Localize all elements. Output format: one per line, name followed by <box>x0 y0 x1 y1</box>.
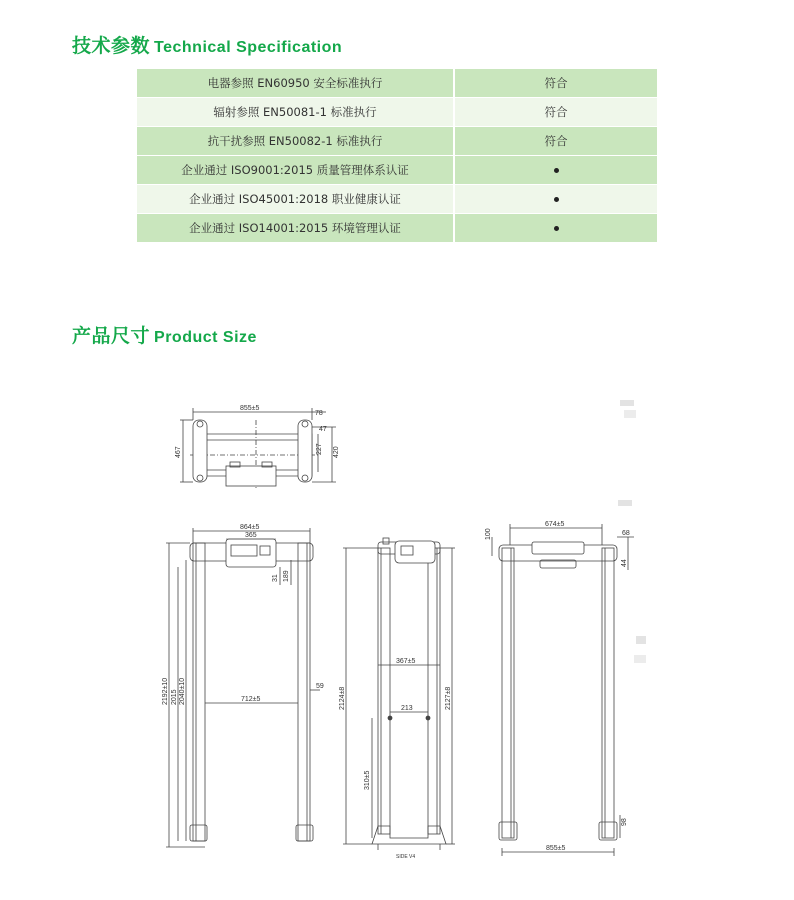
front-outer-width-label: 864±5 <box>240 524 260 531</box>
spec-item: 抗干扰参照 EN50082-1 标准执行 <box>137 127 454 156</box>
top-right-offset-label: 78 <box>315 410 323 417</box>
product-size-title-cn: 产品尺寸 <box>72 325 151 347</box>
back-top-width-label: 674±5 <box>545 521 565 528</box>
back-top-h1-label: 100 <box>485 528 492 540</box>
back-base-width-label: 855±5 <box>546 845 566 852</box>
top-view-drawing <box>180 408 336 490</box>
technical-spec-title-en: Technical Specification <box>154 39 343 56</box>
spec-value: 符合 <box>454 127 657 156</box>
spec-item: 辐射参照 EN50081-1 标准执行 <box>137 98 454 127</box>
spec-item: 企业通过 ISO9001:2015 质量管理体系认证 <box>137 156 454 185</box>
side-foot-depth-label: 213 <box>401 705 413 712</box>
front-inner-height2-label: 2040±10 <box>179 677 186 705</box>
side-foot-height-label: 310±5 <box>364 770 371 790</box>
front-post-width-label: 59 <box>316 683 324 690</box>
side-depth-label: 367±5 <box>396 658 416 665</box>
spec-value: 符合 <box>454 98 657 127</box>
front-panel-width-label: 365 <box>245 532 257 539</box>
front-inner-width-label: 712±5 <box>241 696 261 703</box>
side-height-left-label: 2124±8 <box>339 686 346 710</box>
side-caption: SIDE V4 <box>396 854 416 860</box>
spec-value: 符合 <box>454 69 657 98</box>
top-depth-left-label: 467 <box>175 446 182 458</box>
front-total-height-label: 2192±10 <box>162 677 169 705</box>
side-view-drawing <box>343 538 455 850</box>
spec-item: 电器参照 EN60950 安全标准执行 <box>137 69 454 98</box>
top-depth-c-label: 420 <box>333 446 340 458</box>
front-panel-h1-label: 31 <box>272 574 279 582</box>
front-view-drawing <box>166 528 320 847</box>
spec-item: 企业通过 ISO45001:2018 职业健康认证 <box>137 185 454 214</box>
back-top-h3-label: 44 <box>621 559 628 567</box>
technical-spec-title-cn: 技术参数 <box>72 35 151 57</box>
back-foot-height-label: 98 <box>621 818 628 826</box>
top-depth-a-label: 47 <box>319 426 327 433</box>
front-panel-h2-label: 189 <box>283 570 290 582</box>
top-depth-b-label: 227 <box>316 443 323 455</box>
spec-item: 企业通过 ISO14001:2015 环境管理认证 <box>137 214 454 243</box>
front-inner-height1-label: 2015 <box>171 689 178 705</box>
back-view-drawing <box>492 524 634 856</box>
product-size-title-en: Product Size <box>154 329 257 346</box>
side-height-right-label: 2127±8 <box>445 686 452 710</box>
back-top-h2-label: 68 <box>622 530 630 537</box>
top-width-label: 855±5 <box>240 405 260 412</box>
